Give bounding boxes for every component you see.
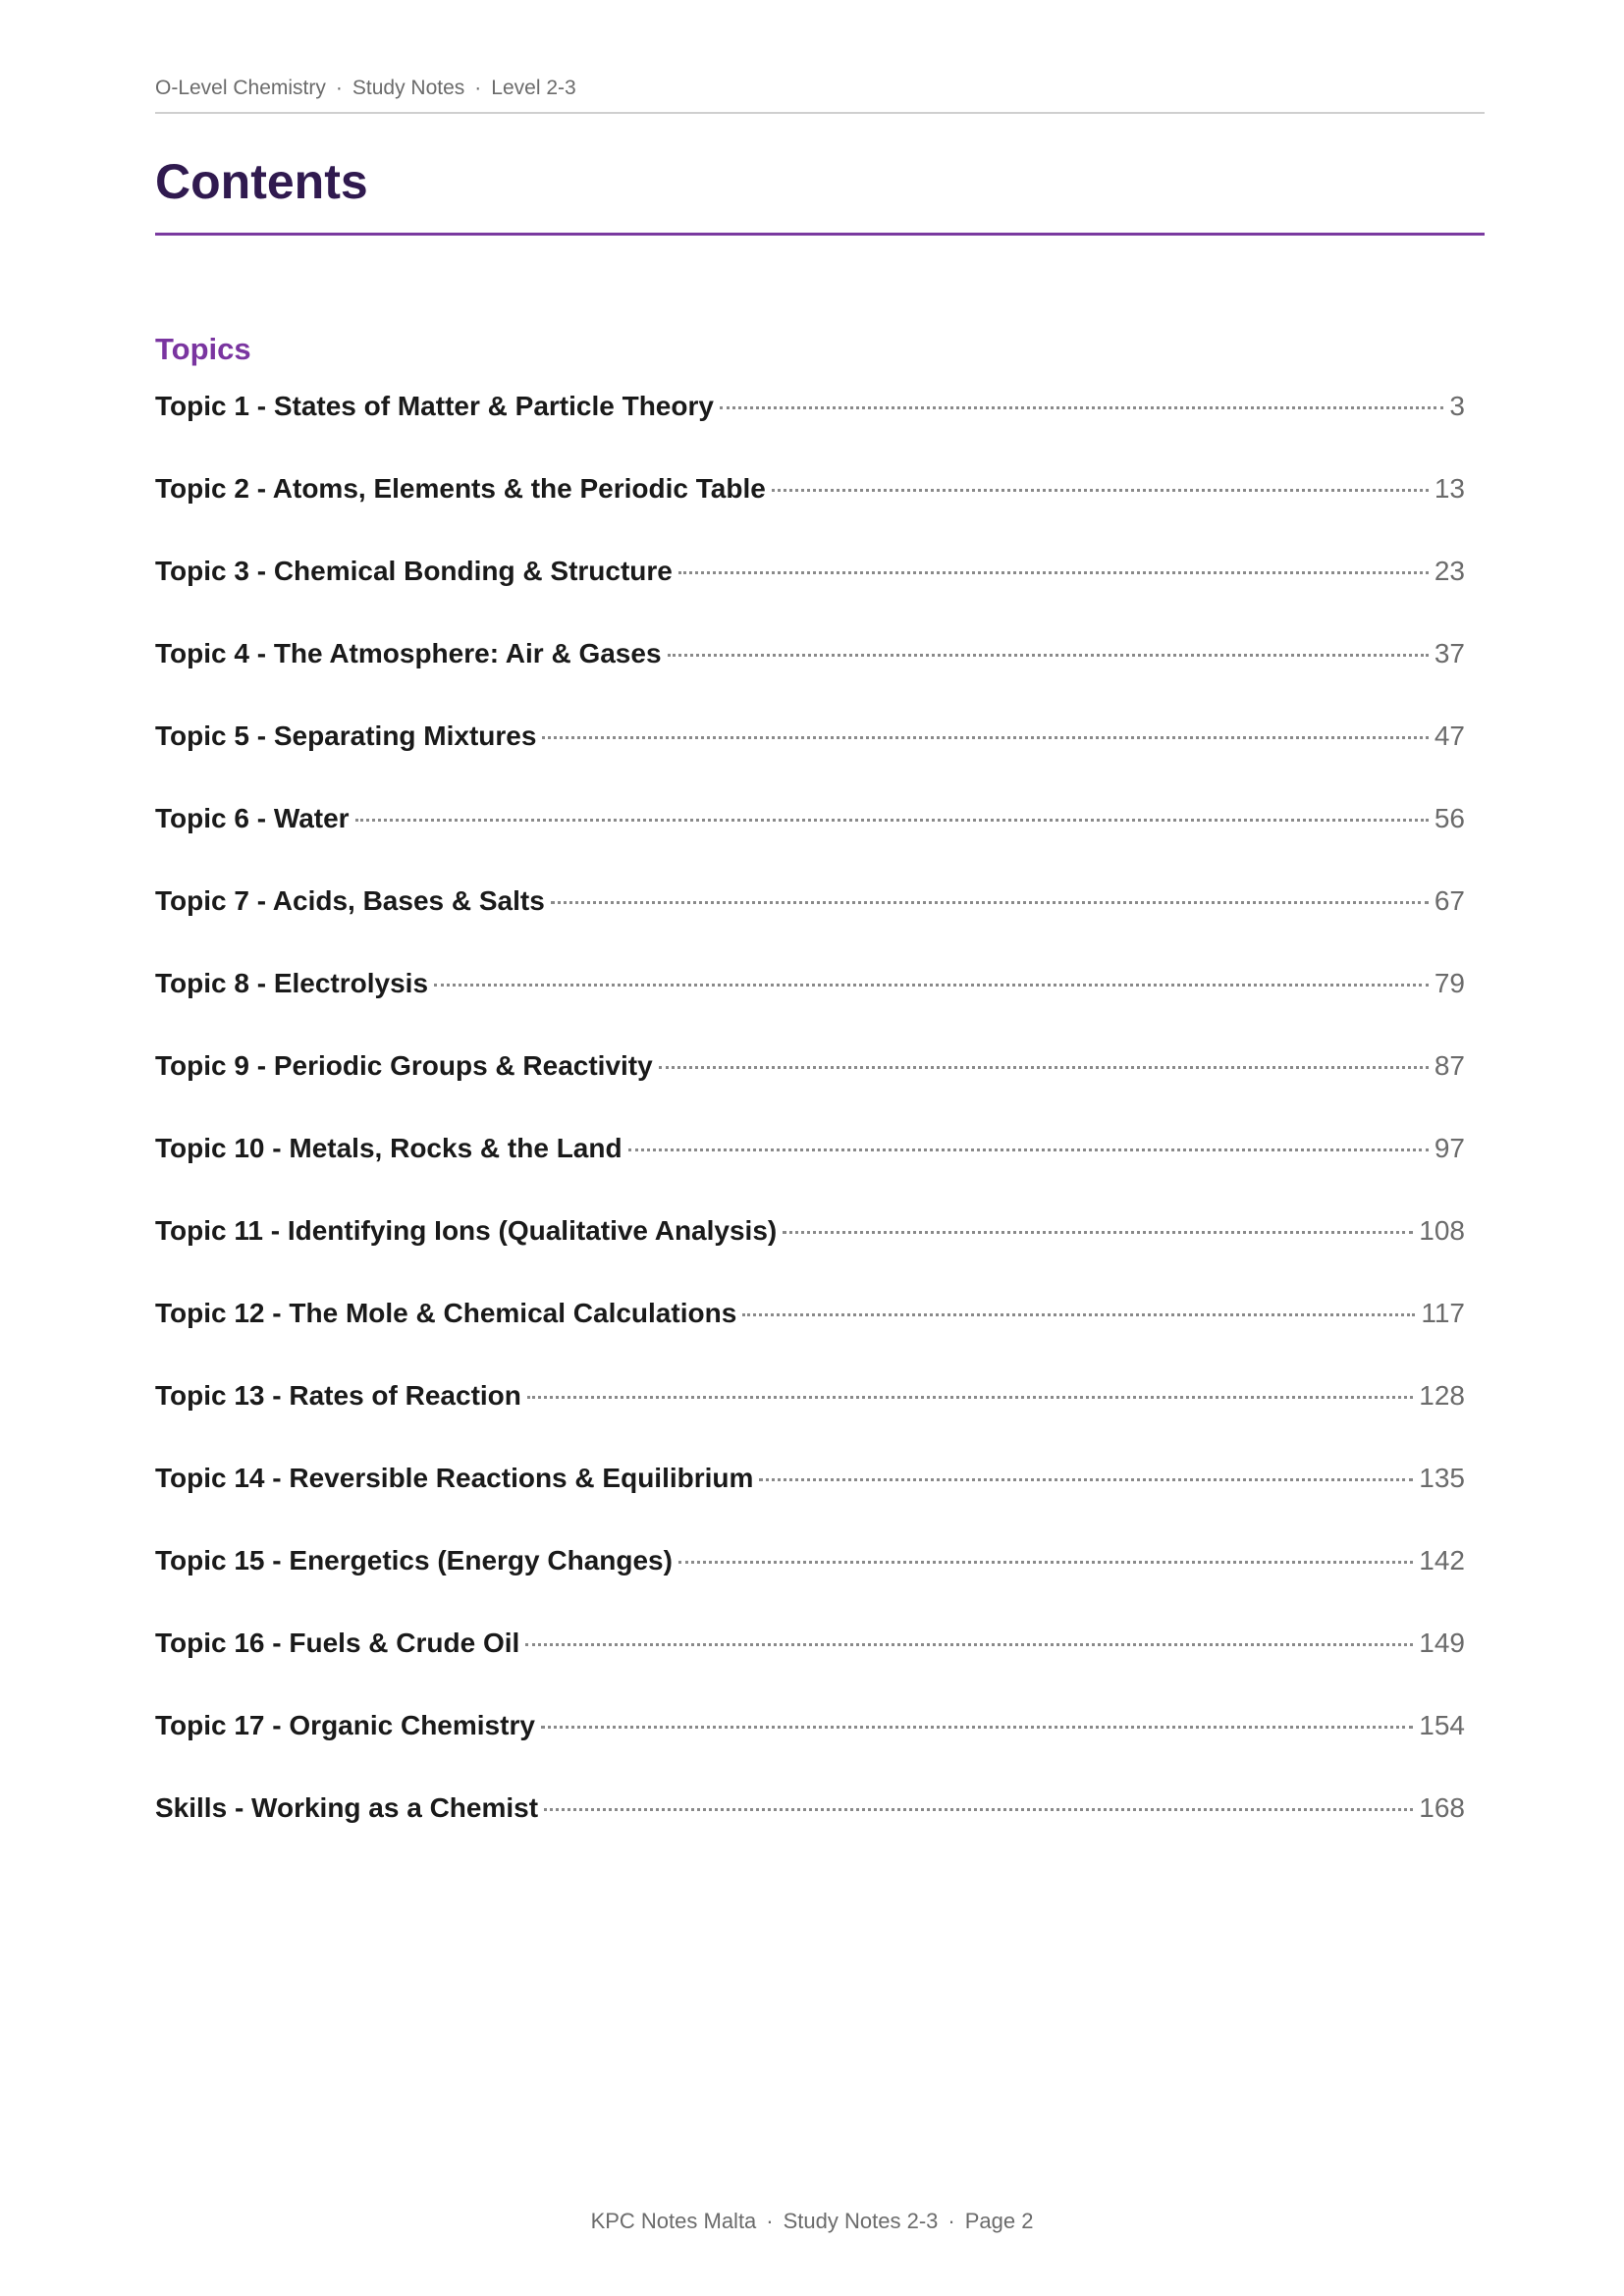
toc-entry-page: 149 xyxy=(1419,1628,1465,1658)
table-of-contents xyxy=(155,391,1465,1875)
header-subject: O-Level Chemistry xyxy=(155,77,326,99)
page-title: Contents xyxy=(155,155,1485,236)
toc-entry[interactable] xyxy=(155,638,1465,721)
toc-dot-leader xyxy=(720,406,1443,409)
toc-entry-label: Topic 10 - Metals, Rocks & the Land xyxy=(155,1133,623,1163)
footer-series: Study Notes 2-3 xyxy=(783,2209,939,2233)
toc-entry[interactable] xyxy=(155,1133,1465,1215)
toc-dot-leader xyxy=(742,1313,1415,1316)
toc-dot-leader xyxy=(783,1231,1413,1234)
toc-entry-page: 37 xyxy=(1434,638,1465,668)
toc-entry-label: Topic 2 - Atoms, Elements & the Periodic Table xyxy=(155,473,766,504)
toc-entry-label: Topic 1 - States of Matter & Particle Theory xyxy=(155,391,714,421)
toc-entry-page: 67 xyxy=(1434,885,1465,916)
toc-entry-page: 168 xyxy=(1419,1792,1465,1823)
toc-entry-label: Topic 13 - Rates of Reaction xyxy=(155,1380,521,1411)
toc-entry-label: Topic 9 - Periodic Groups & Reactivity xyxy=(155,1050,653,1081)
toc-dot-leader xyxy=(772,489,1429,492)
toc-entry-page: 108 xyxy=(1419,1215,1465,1246)
toc-entry[interactable] xyxy=(155,721,1465,803)
toc-entry-page: 142 xyxy=(1419,1545,1465,1575)
toc-entry[interactable] xyxy=(155,1463,1465,1545)
header-level: Level 2-3 xyxy=(491,77,576,99)
toc-entry[interactable] xyxy=(155,1710,1465,1792)
toc-entry-page: 3 xyxy=(1449,391,1465,421)
footer-separator: · xyxy=(766,2209,774,2233)
toc-entry-page: 97 xyxy=(1434,1133,1465,1163)
toc-entry[interactable] xyxy=(155,1628,1465,1710)
toc-entry[interactable] xyxy=(155,1215,1465,1298)
toc-entry-label: Topic 17 - Organic Chemistry xyxy=(155,1710,535,1740)
toc-dot-leader xyxy=(541,1726,1413,1729)
toc-entry[interactable] xyxy=(155,968,1465,1050)
toc-entry-label: Topic 15 - Energetics (Energy Changes) xyxy=(155,1545,673,1575)
footer-page-number: Page 2 xyxy=(964,2209,1034,2233)
toc-dot-leader xyxy=(668,654,1429,657)
toc-dot-leader xyxy=(678,1561,1413,1564)
toc-entry-page: 128 xyxy=(1419,1380,1465,1411)
toc-dot-leader xyxy=(544,1808,1413,1811)
toc-dot-leader xyxy=(525,1643,1413,1646)
toc-entry-page: 79 xyxy=(1434,968,1465,998)
section-heading: Topics xyxy=(155,332,251,366)
toc-entry[interactable] xyxy=(155,473,1465,556)
toc-entry-page: 47 xyxy=(1434,721,1465,751)
toc-dot-leader xyxy=(659,1066,1429,1069)
header-separator: · xyxy=(335,77,343,99)
toc-entry[interactable] xyxy=(155,556,1465,638)
toc-dot-leader xyxy=(542,736,1428,739)
toc-entry[interactable] xyxy=(155,1050,1465,1133)
toc-dot-leader xyxy=(551,901,1429,904)
toc-entry[interactable] xyxy=(155,885,1465,968)
toc-dot-leader xyxy=(678,571,1429,574)
toc-dot-leader xyxy=(628,1148,1429,1151)
toc-entry-label: Topic 16 - Fuels & Crude Oil xyxy=(155,1628,520,1658)
toc-entry-page: 135 xyxy=(1419,1463,1465,1493)
toc-entry-label: Topic 5 - Separating Mixtures xyxy=(155,721,537,751)
toc-entry-label: Topic 4 - The Atmosphere: Air & Gases xyxy=(155,638,662,668)
toc-entry-label: Topic 8 - Electrolysis xyxy=(155,968,429,998)
toc-entry[interactable] xyxy=(155,1380,1465,1463)
toc-dot-leader xyxy=(527,1396,1413,1399)
toc-entry-label: Topic 14 - Reversible Reactions & Equilibrium xyxy=(155,1463,754,1493)
header-separator: · xyxy=(474,77,482,99)
toc-entry[interactable] xyxy=(155,391,1465,473)
toc-entry-page: 87 xyxy=(1434,1050,1465,1081)
running-footer xyxy=(0,2209,1624,2234)
footer-publisher: KPC Notes Malta xyxy=(590,2209,757,2233)
toc-entry-page: 13 xyxy=(1434,473,1465,504)
running-header xyxy=(155,77,1485,114)
toc-dot-leader xyxy=(759,1478,1413,1481)
toc-entry-label: Topic 12 - The Mole & Chemical Calculations xyxy=(155,1298,737,1328)
toc-entry[interactable] xyxy=(155,1298,1465,1380)
header-doc-type: Study Notes xyxy=(352,77,465,99)
toc-entry-page: 23 xyxy=(1434,556,1465,586)
toc-entry-page: 117 xyxy=(1421,1298,1465,1328)
toc-entry-label: Topic 7 - Acids, Bases & Salts xyxy=(155,885,545,916)
toc-entry[interactable] xyxy=(155,1792,1465,1875)
toc-dot-leader xyxy=(434,984,1429,987)
toc-entry-label: Topic 6 - Water xyxy=(155,803,350,833)
footer-separator: · xyxy=(947,2209,955,2233)
toc-entry[interactable] xyxy=(155,803,1465,885)
toc-entry[interactable] xyxy=(155,1545,1465,1628)
toc-entry-label: Topic 11 - Identifying Ions (Qualitative Analysis) xyxy=(155,1215,778,1246)
toc-entry-page: 56 xyxy=(1434,803,1465,833)
toc-dot-leader xyxy=(355,819,1429,822)
toc-entry-page: 154 xyxy=(1419,1710,1465,1740)
toc-entry-label: Topic 3 - Chemical Bonding & Structure xyxy=(155,556,673,586)
toc-entry-label: Skills - Working as a Chemist xyxy=(155,1792,539,1823)
